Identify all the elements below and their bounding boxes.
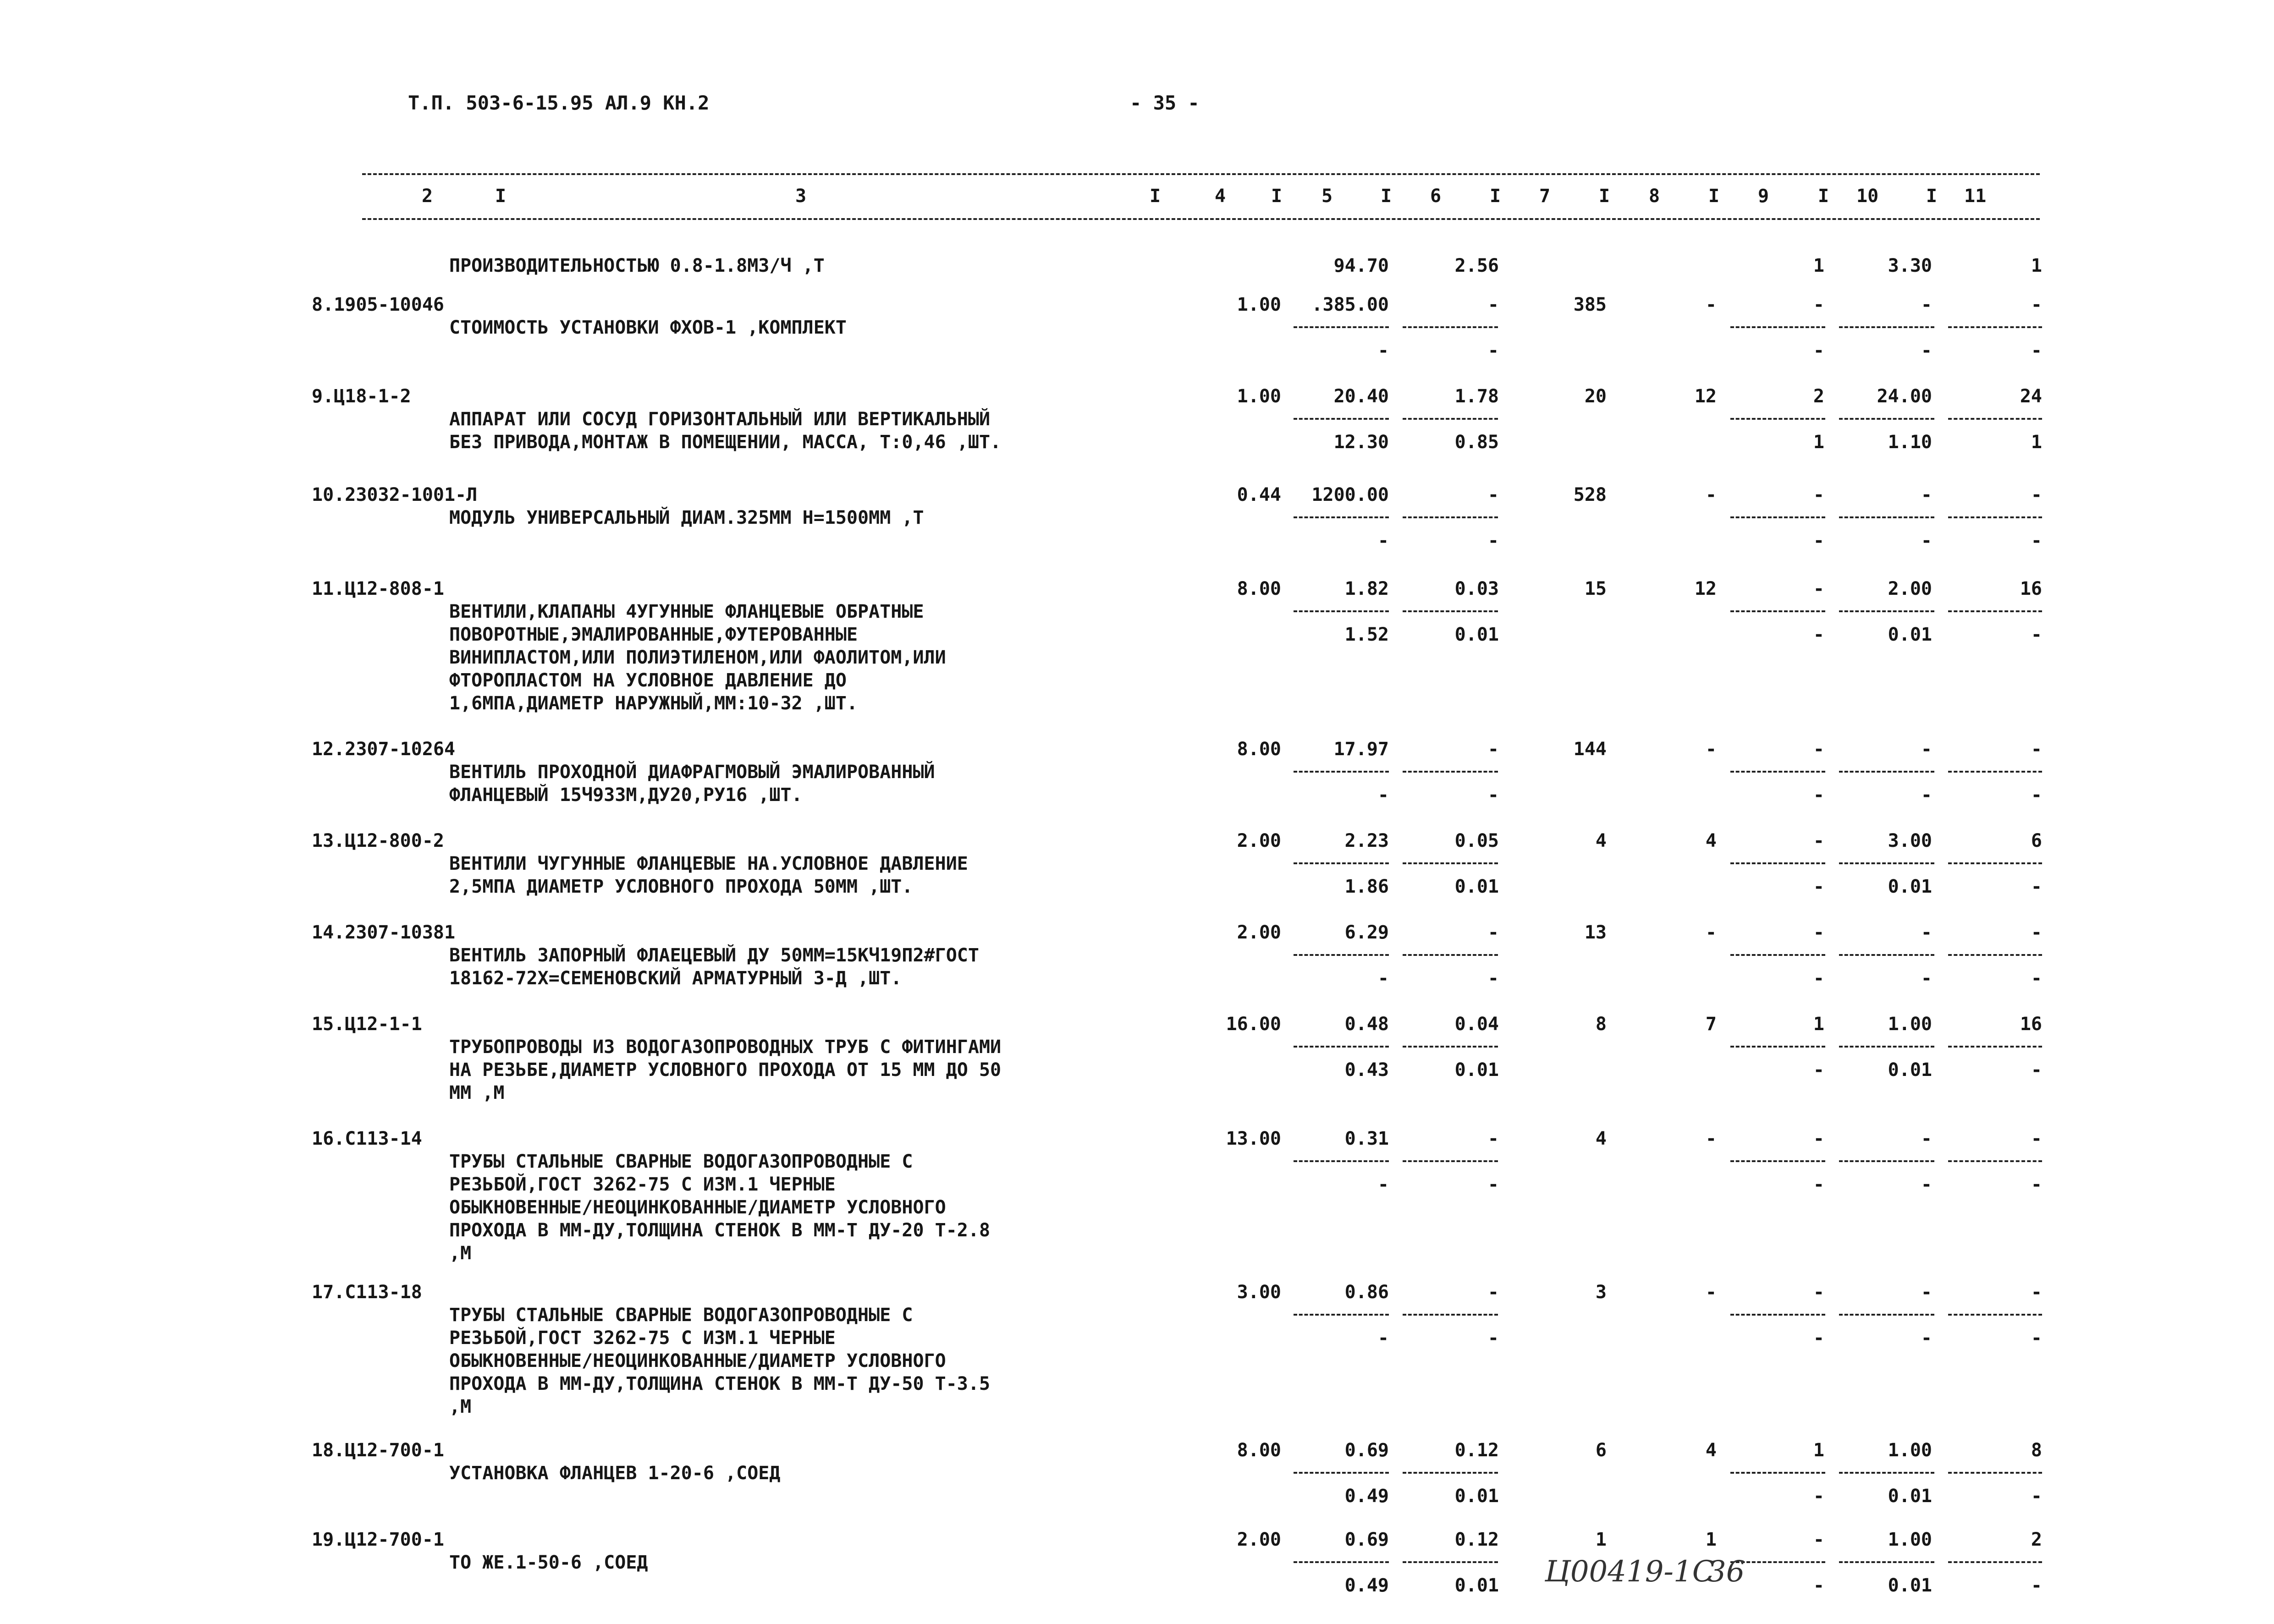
value-separator [1839,610,1934,612]
cell-c5: - [1377,530,1389,551]
value-separator [1730,1472,1825,1474]
column-header-10: 10 [1856,186,1879,207]
column-separator: I [495,186,507,207]
cell-c5: 6.29 [1344,922,1389,943]
cell-c9: - [1813,1328,1824,1349]
row-description-line: ОБЫКНОВЕННЫЕ/НЕОЦИНКОВАННЫЕ/ДИАМЕТР УСЛОВНОГО [449,1197,946,1218]
cell-c9: - [1813,1486,1824,1507]
cell-c6: 0.01 [1454,1486,1499,1507]
value-separator [1403,1472,1498,1474]
value-separator [1403,1561,1498,1563]
cell-c11: - [2031,484,2042,505]
row-description-line: ПОВОРОТНЫЕ,ЭМАЛИРОВАННЫЕ,ФУТЕРОВАННЫЕ [449,624,858,645]
cell-c5: 12.30 [1333,432,1389,453]
cell-c9: - [1813,830,1824,851]
cell-c4: 8.00 [1237,1440,1281,1461]
handwritten-stamp-code: Ц00419-1С [1545,1555,1715,1589]
column-header-3: 3 [795,186,807,207]
cell-c7: 4 [1595,1128,1607,1149]
cell-c8: - [1705,294,1717,315]
cell-c5: 0.43 [1344,1059,1389,1081]
cell-c11: - [2031,739,2042,760]
row-description-line: ВЕНТИЛЬ ЗАПОРНЫЙ ФЛАЕЦЕВЫЙ ДУ 50ММ=15КЧ19П2#ГОСТ [449,945,979,966]
cell-c6: 0.01 [1454,1575,1499,1596]
cell-c4: 3.00 [1237,1282,1281,1303]
cell-c9: - [1813,578,1824,599]
column-header-7: 7 [1539,186,1551,207]
cell-c6: 2.56 [1454,255,1499,276]
cell-c8: 4 [1705,830,1717,851]
cell-c4: 2.00 [1237,1529,1281,1550]
row-description-line: ВЕНТИЛИ,КЛАПАНЫ 4УГУННЫЕ ФЛАНЦЕВЫЕ ОБРАТНЫЕ [449,601,924,622]
row-description-line: ВЕНТИЛИ ЧУГУННЫЕ ФЛАНЦЕВЫЕ НА.УСЛОВНОЕ ДАВЛЕНИЕ [449,853,968,874]
cell-c6: - [1487,1174,1499,1195]
cell-c10: 1.00 [1888,1014,1932,1035]
cell-c10: 24.00 [1877,386,1932,407]
cell-c7: 8 [1595,1014,1607,1035]
cell-c11: - [2031,1328,2042,1349]
row-description-line: ,М [449,1243,472,1264]
row-continuation-text: ПРОИЗВОДИТЕЛЬНОСТЬЮ 0.8-1.8М3/Ч ,Т [449,255,825,276]
cell-c5: 94.70 [1333,255,1389,276]
cell-c5: - [1377,1174,1389,1195]
cell-c9: - [1813,1059,1824,1081]
column-header-6: 6 [1430,186,1442,207]
cell-c10: - [1921,785,1932,806]
column-separator: I [1599,186,1610,207]
cell-c5: 0.49 [1344,1575,1389,1596]
cell-c10: 2.00 [1888,578,1932,599]
value-separator [1730,1314,1825,1316]
cell-c11: 1 [2031,255,2042,276]
value-separator [1294,1314,1389,1316]
cell-c6: 0.01 [1454,1059,1499,1081]
cell-c11: - [2031,1174,2042,1195]
cell-c5: 1.82 [1344,578,1389,599]
cell-c6: - [1487,785,1499,806]
value-separator [1294,610,1389,612]
row-code: 15.Ц12-1-1 [312,1014,422,1035]
cell-c6: 0.05 [1454,830,1499,851]
row-description-line: АППАРАТ ИЛИ СОСУД ГОРИЗОНТАЛЬНЫЙ ИЛИ ВЕРТИКАЛЬНЫЙ [449,409,991,430]
value-separator [1294,1160,1389,1162]
value-separator [1294,418,1389,420]
cell-c9: - [1813,1174,1824,1195]
cell-c10: - [1921,968,1932,989]
cell-c11: 16 [2020,578,2042,599]
cell-c4: 1.00 [1237,386,1281,407]
row-code: 9.Ц18-1-2 [312,386,411,407]
cell-c5: - [1377,968,1389,989]
value-separator [1948,1046,2042,1048]
value-separator [1403,1314,1498,1316]
cell-c9: - [1813,1529,1824,1550]
cell-c5: - [1377,785,1389,806]
row-description-line: ФТОРОПЛАСТОМ НА УСЛОВНОЕ ДАВЛЕНИЕ ДО [449,670,847,691]
cell-c10: 0.01 [1888,1575,1932,1596]
doc-code: Т.П. 503-6-15.95 АЛ.9 КН.2 [408,92,710,114]
value-separator [1839,1472,1934,1474]
cell-c5: .385.00 [1311,294,1389,315]
value-separator [1948,1314,2042,1316]
cell-c11: - [2031,294,2042,315]
handwritten-sheet-number: 36 [1707,1555,1745,1589]
cell-c4: 8.00 [1237,739,1281,760]
cell-c9: - [1813,530,1824,551]
cell-c10: 0.01 [1888,624,1932,645]
value-separator [1294,1561,1389,1563]
row-description-line: ПРОХОДА В ММ-ДУ,ТОЛЩИНА СТЕНОК В ММ-Т ДУ-20 Т-2.8 [449,1220,991,1241]
column-separator: I [1708,186,1720,207]
value-separator [1403,418,1498,420]
row-description-line: СТОИМОСТЬ УСТАНОВКИ ФХОВ-1 ,КОМПЛЕКТ [449,317,847,338]
cell-c10: - [1921,484,1932,505]
value-separator [1730,771,1825,773]
row-code: 19.Ц12-700-1 [312,1529,444,1550]
value-separator [1403,326,1498,328]
cell-c6: 0.04 [1454,1014,1499,1035]
cell-c10: - [1921,1174,1932,1195]
cell-c10: 1.10 [1888,432,1932,453]
value-separator [1948,516,2042,518]
row-description-line: ТО ЖЕ.1-50-6 ,СОЕД [449,1552,648,1573]
value-separator [1839,1160,1934,1162]
cell-c9: - [1813,876,1824,897]
column-separator: I [1271,186,1283,207]
cell-c8: 7 [1705,1014,1717,1035]
row-description-line: ТРУБОПРОВОДЫ ИЗ ВОДОГАЗОПРОВОДНЫХ ТРУБ С ФИТИНГАМИ [449,1037,1002,1058]
page-number: - 35 - [1130,92,1200,114]
value-separator [1839,1046,1934,1048]
cell-c6: - [1487,484,1499,505]
cell-c10: 3.00 [1888,830,1932,851]
value-separator [1839,1561,1934,1563]
row-description-line: 1,6МПА,ДИАМЕТР НАРУЖНЫЙ,ММ:10-32 ,ШТ. [449,693,858,714]
column-separator: I [1381,186,1392,207]
value-separator [1839,771,1934,773]
cell-c6: 0.01 [1454,876,1499,897]
cell-c6: - [1487,530,1499,551]
value-separator [1730,862,1825,864]
cell-c4: 8.00 [1237,578,1281,599]
cell-c10: 3.30 [1888,255,1932,276]
value-separator [1730,516,1825,518]
cell-c11: - [2031,340,2042,361]
cell-c7: 20 [1584,386,1607,407]
row-code: 16.С113-14 [312,1128,422,1149]
cell-c8: - [1705,1282,1717,1303]
cell-c4: 16.00 [1226,1014,1281,1035]
cell-c5: 0.69 [1344,1529,1389,1550]
cell-c5: 0.48 [1344,1014,1389,1035]
row-description-line: ВЕНТИЛЬ ПРОХОДНОЙ ДИАФРАГМОВЫЙ ЭМАЛИРОВАННЫЙ [449,762,935,783]
cell-c6: 0.03 [1454,578,1499,599]
cell-c7: 3 [1595,1282,1607,1303]
value-separator [1403,862,1498,864]
cell-c8: - [1705,739,1717,760]
value-separator [1294,1046,1389,1048]
cell-c11: 8 [2031,1440,2042,1461]
cell-c6: 0.85 [1454,432,1499,453]
cell-c9: - [1813,1575,1824,1596]
cell-c9: - [1813,624,1824,645]
value-separator [1948,1160,2042,1162]
cell-c4: 2.00 [1237,922,1281,943]
row-description-line: НА РЕЗЬБЕ,ДИАМЕТР УСЛОВНОГО ПРОХОДА ОТ 15 ММ ДО 50 [449,1059,1002,1081]
cell-c11: 16 [2020,1014,2042,1035]
cell-c8: 1 [1705,1529,1717,1550]
value-separator [1403,1046,1498,1048]
cell-c10: 0.01 [1888,1486,1932,1507]
value-separator [1730,418,1825,420]
cell-c5: 20.40 [1333,386,1389,407]
cell-c8: 4 [1705,1440,1717,1461]
row-code: 12.2307-10264 [312,739,456,760]
cell-c6: - [1487,1328,1499,1349]
cell-c11: - [2031,1282,2042,1303]
value-separator [1948,954,2042,956]
cell-c7: 6 [1595,1440,1607,1461]
cell-c6: - [1487,739,1499,760]
row-code: 14.2307-10381 [312,922,456,943]
cell-c6: 1.78 [1454,386,1499,407]
cell-c5: 1.52 [1344,624,1389,645]
row-description-line: РЕЗЬБОЙ,ГОСТ 3262-75 С ИЗМ.1 ЧЕРНЫЕ [449,1328,836,1349]
value-separator [1403,610,1498,612]
row-code: 13.Ц12-800-2 [312,830,444,851]
value-separator [1730,1160,1825,1162]
row-description-line: ВИНИПЛАСТОМ,ИЛИ ПОЛИЭТИЛЕНОМ,ИЛИ ФАОЛИТОМ,ИЛИ [449,647,946,668]
cell-c9: - [1813,340,1824,361]
value-separator [1730,610,1825,612]
value-separator [1403,954,1498,956]
row-description-line: ФЛАНЦЕВЫЙ 15Ч933М,ДУ20,РУ16 ,ШТ. [449,785,803,806]
value-separator [1294,771,1389,773]
row-description-line: БЕЗ ПРИВОДА,МОНТАЖ В ПОМЕЩЕНИИ, МАССА, Т:0,46 ,ШТ. [449,432,1002,453]
cell-c8: - [1705,1128,1717,1149]
cell-c7: 1 [1595,1529,1607,1550]
row-code: 18.Ц12-700-1 [312,1440,444,1461]
cell-c9: 1 [1813,432,1824,453]
cell-c11: 2 [2031,1529,2042,1550]
cell-c9: 1 [1813,255,1824,276]
column-header-5: 5 [1321,186,1333,207]
cell-c5: - [1377,1328,1389,1349]
cell-c10: - [1921,1128,1932,1149]
cell-c7: 4 [1595,830,1607,851]
cell-c10: - [1921,294,1932,315]
cell-c4: 2.00 [1237,830,1281,851]
row-code: 17.С113-18 [312,1282,422,1303]
row-description-line: 18162-72Х=СЕМЕНОВСКИЙ АРМАТУРНЫЙ З-Д ,ШТ. [449,968,902,989]
value-separator [1948,1472,2042,1474]
cell-c5: 0.86 [1344,1282,1389,1303]
value-separator [1839,1314,1934,1316]
cell-c5: 17.97 [1333,739,1389,760]
cell-c11: - [2031,530,2042,551]
cell-c9: - [1813,294,1824,315]
cell-c9: 1 [1813,1014,1824,1035]
header-bottom-rule [362,218,2040,220]
cell-c4: 1.00 [1237,294,1281,315]
value-separator [1294,1472,1389,1474]
cell-c11: - [2031,922,2042,943]
cell-c6: - [1487,1282,1499,1303]
value-separator [1294,326,1389,328]
cell-c6: - [1487,1128,1499,1149]
column-header-2: 2 [422,186,433,207]
cell-c4: 0.44 [1237,484,1281,505]
column-separator: I [1818,186,1829,207]
cell-c9: - [1813,484,1824,505]
value-separator [1403,1160,1498,1162]
cell-c6: - [1487,922,1499,943]
cell-c7: 385 [1573,294,1607,315]
cell-c6: 0.01 [1454,624,1499,645]
cell-c11: - [2031,1486,2042,1507]
cell-c4: 13.00 [1226,1128,1281,1149]
cell-c11: - [2031,1575,2042,1596]
cell-c6: - [1487,340,1499,361]
cell-c5: 0.31 [1344,1128,1389,1149]
cell-c7: 144 [1573,739,1607,760]
column-header-11: 11 [1964,186,1987,207]
cell-c9: - [1813,968,1824,989]
cell-c5: 0.69 [1344,1440,1389,1461]
cell-c10: - [1921,1328,1932,1349]
value-separator [1730,326,1825,328]
cell-c10: - [1921,922,1932,943]
value-separator [1294,954,1389,956]
value-separator [1839,954,1934,956]
cell-c5: 2.23 [1344,830,1389,851]
cell-c8: - [1705,922,1717,943]
cell-c10: 0.01 [1888,876,1932,897]
cell-c7: 528 [1573,484,1607,505]
cell-c9: - [1813,739,1824,760]
value-separator [1403,516,1498,518]
row-description-line: ТРУБЫ СТАЛЬНЫЕ СВАРНЫЕ ВОДОГАЗОПРОВОДНЫЕ С [449,1151,913,1172]
cell-c7: 13 [1584,922,1607,943]
row-code: 11.Ц12-808-1 [312,578,444,599]
cell-c11: 6 [2031,830,2042,851]
row-description-line: ,М [449,1396,472,1417]
row-description-line: РЕЗЬБОЙ,ГОСТ 3262-75 С ИЗМ.1 ЧЕРНЫЕ [449,1174,836,1195]
value-separator [1839,516,1934,518]
value-separator [1948,326,2042,328]
cell-c9: 2 [1813,386,1824,407]
cell-c7: 15 [1584,578,1607,599]
cell-c9: - [1813,1128,1824,1149]
cell-c5: 0.49 [1344,1486,1389,1507]
cell-c10: - [1921,340,1932,361]
row-description-line: ПРОХОДА В ММ-ДУ,ТОЛЩИНА СТЕНОК В ММ-Т ДУ-50 Т-3.5 [449,1373,991,1394]
value-separator [1730,1046,1825,1048]
cell-c10: - [1921,739,1932,760]
row-description-line: 2,5МПА ДИАМЕТР УСЛОВНОГО ПРОХОДА 50ММ ,ШТ. [449,876,913,897]
cell-c10: - [1921,1282,1932,1303]
value-separator [1839,862,1934,864]
cell-c11: 24 [2020,386,2042,407]
value-separator [1403,771,1498,773]
cell-c11: 1 [2031,432,2042,453]
row-description-line: УСТАНОВКА ФЛАНЦЕВ 1-20-6 ,СОЕД [449,1463,781,1484]
value-separator [1730,954,1825,956]
cell-c11: - [2031,785,2042,806]
row-description-line: ММ ,М [449,1082,505,1103]
row-description-line: ОБЫКНОВЕННЫЕ/НЕОЦИНКОВАННЫЕ/ДИАМЕТР УСЛОВНОГО [449,1350,946,1372]
cell-c10: - [1921,530,1932,551]
value-separator [1839,326,1934,328]
cell-c5: 1200.00 [1311,484,1389,505]
cell-c8: 12 [1694,578,1717,599]
cell-c6: - [1487,968,1499,989]
cell-c11: - [2031,876,2042,897]
cell-c8: 12 [1694,386,1717,407]
header-top-rule [362,173,2040,175]
cell-c11: - [2031,624,2042,645]
cell-c10: 1.00 [1888,1529,1932,1550]
cell-c9: - [1813,922,1824,943]
cell-c9: 1 [1813,1440,1824,1461]
column-separator: I [1926,186,1938,207]
row-code: 10.23032-1001-Л [312,484,478,505]
row-description-line: МОДУЛЬ УНИВЕРСАЛЬНЫЙ ДИАМ.325ММ Н=1500ММ ,Т [449,507,924,528]
cell-c5: - [1377,340,1389,361]
value-separator [1839,418,1934,420]
cell-c11: - [2031,1059,2042,1081]
cell-c8: - [1705,484,1717,505]
cell-c9: - [1813,1282,1824,1303]
cell-c6: 0.12 [1454,1440,1499,1461]
column-header-4: 4 [1215,186,1226,207]
value-separator [1948,1561,2042,1563]
cell-c10: 1.00 [1888,1440,1932,1461]
value-separator [1948,418,2042,420]
column-header-8: 8 [1649,186,1660,207]
row-description-line: ТРУБЫ СТАЛЬНЫЕ СВАРНЫЕ ВОДОГАЗОПРОВОДНЫЕ С [449,1305,913,1326]
cell-c5: 1.86 [1344,876,1389,897]
column-separator: I [1490,186,1501,207]
cell-c6: - [1487,294,1499,315]
cell-c6: 0.12 [1454,1529,1499,1550]
value-separator [1294,516,1389,518]
value-separator [1948,771,2042,773]
value-separator [1948,862,2042,864]
row-code: 8.1905-10046 [312,294,444,315]
cell-c10: 0.01 [1888,1059,1932,1081]
column-separator: I [1150,186,1161,207]
value-separator [1948,610,2042,612]
cell-c11: - [2031,1128,2042,1149]
value-separator [1294,862,1389,864]
cell-c9: - [1813,785,1824,806]
column-header-9: 9 [1758,186,1769,207]
cell-c11: - [2031,968,2042,989]
